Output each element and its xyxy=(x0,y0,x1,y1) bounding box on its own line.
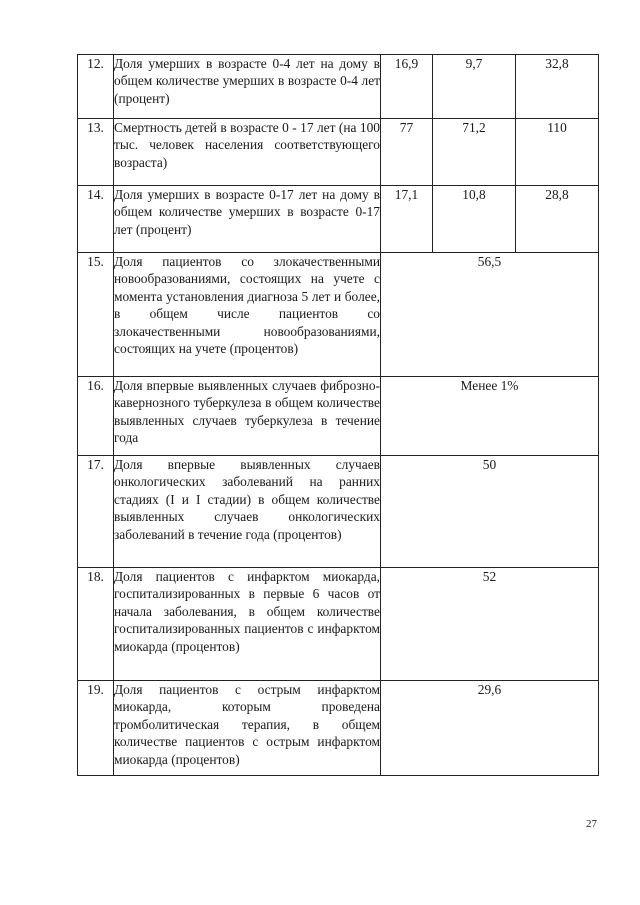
row-number: 18. xyxy=(78,568,114,681)
indicator-name: Доля впервые выявленных случаев фиброзно-кавернозного туберкулеза в общем количестве выявленных случаев туберкулеза в течение года xyxy=(114,377,381,456)
indicator-name: Доля пациентов со злокачественными новообразованиями, состоящих на учете с момента установления диагноза 5 лет и более, в общем числе пациентов со злокачественными новообразованиями, состоящих на учете (процентов) xyxy=(114,253,381,377)
value-cell: 29,6 xyxy=(381,681,599,776)
value-cell: 16,9 xyxy=(381,55,433,119)
table-row xyxy=(78,377,599,456)
value-cell: 10,8 xyxy=(433,186,516,253)
value-cell: 71,2 xyxy=(433,119,516,186)
table-row xyxy=(78,456,599,568)
table-row xyxy=(78,253,599,377)
value-cell: 56,5 xyxy=(381,253,599,377)
table-row xyxy=(78,568,599,681)
value-cell: 9,7 xyxy=(433,55,516,119)
indicator-name: Доля умерших в возрасте 0-4 лет на дому в общем количестве умерших в возрасте 0-4 лет (процент) xyxy=(114,55,381,119)
indicator-name: Доля умерших в возрасте 0-17 лет на дому в общем количестве умерших в возрасте 0-17 лет (процент) xyxy=(114,186,381,253)
row-number: 16. xyxy=(78,377,114,456)
row-number: 12. xyxy=(78,55,114,119)
value-cell: 77 xyxy=(381,119,433,186)
table-row xyxy=(78,119,599,186)
row-number: 14. xyxy=(78,186,114,253)
value-cell: 17,1 xyxy=(381,186,433,253)
row-number: 13. xyxy=(78,119,114,186)
row-number: 15. xyxy=(78,253,114,377)
value-cell: 50 xyxy=(381,456,599,568)
value-cell: 52 xyxy=(381,568,599,681)
indicators-table xyxy=(77,54,599,776)
value-cell: 32,8 xyxy=(516,55,599,119)
row-number: 17. xyxy=(78,456,114,568)
indicator-name: Доля пациентов с инфарктом миокарда, госпитализированных в первые 6 часов от начала заболевания, в общем количестве госпитализированных пациентов с инфарктом миокарда (процентов) xyxy=(114,568,381,681)
value-cell: 110 xyxy=(516,119,599,186)
table-row xyxy=(78,186,599,253)
table-row xyxy=(78,681,599,776)
value-cell: Менее 1% xyxy=(381,377,599,456)
indicator-name: Смертность детей в возрасте 0 - 17 лет (на 100 тыс. человек населения соответствующего возраста) xyxy=(114,119,381,186)
indicator-name: Доля пациентов с острым инфарктом миокарда, которым проведена тромболитическая терапия, в общем количестве пациентов с острым инфарктом миокарда (процентов) xyxy=(114,681,381,776)
table-row xyxy=(78,55,599,119)
value-cell: 28,8 xyxy=(516,186,599,253)
page-number: 27 xyxy=(586,818,597,830)
row-number: 19. xyxy=(78,681,114,776)
indicator-name: Доля впервые выявленных случаев онкологических заболеваний на ранних стадиях (I и I стадии) в общем количестве выявленных случаев онкологических заболеваний в течение года (процентов) xyxy=(114,456,381,568)
